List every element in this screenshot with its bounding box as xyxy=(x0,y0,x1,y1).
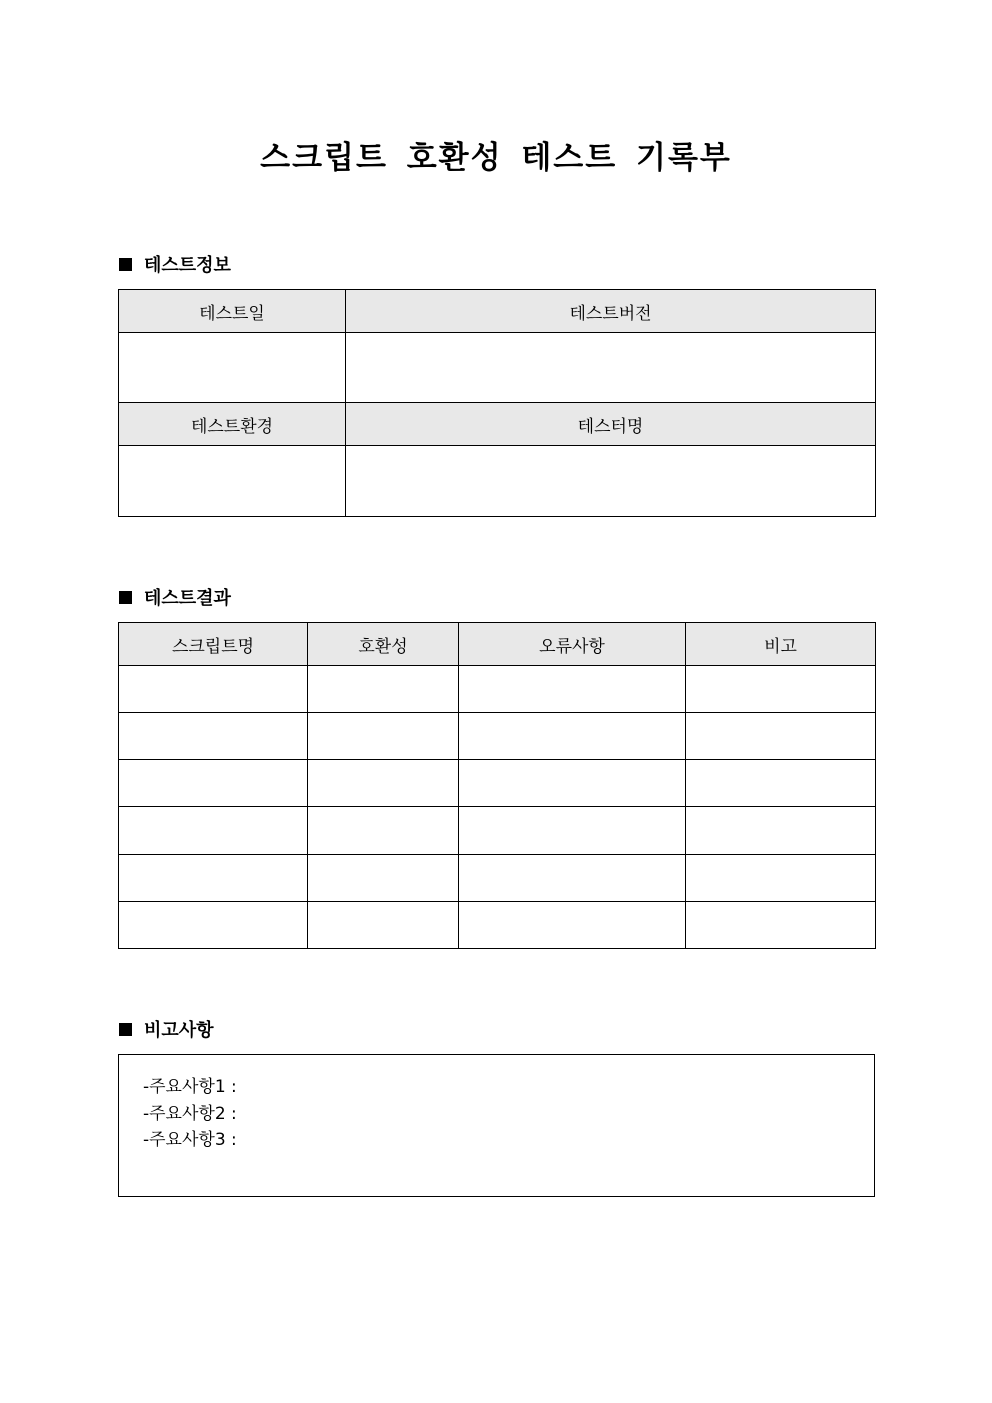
script-name-cell[interactable] xyxy=(119,807,308,855)
square-bullet-icon xyxy=(119,1023,132,1036)
square-bullet-icon xyxy=(119,258,132,271)
table-row xyxy=(119,446,876,517)
errors-cell[interactable] xyxy=(459,807,686,855)
test-environment-label: 테스트환경 xyxy=(119,403,346,446)
tester-name-field[interactable] xyxy=(346,446,876,517)
column-header-compatibility: 호환성 xyxy=(308,623,459,666)
script-name-cell[interactable] xyxy=(119,902,308,949)
square-bullet-icon xyxy=(119,591,132,604)
table-header-row xyxy=(119,290,876,333)
section-heading-label: 비고사항 xyxy=(144,1020,214,1041)
errors-cell[interactable] xyxy=(459,855,686,902)
remarks-cell[interactable] xyxy=(686,666,876,713)
remarks-cell[interactable] xyxy=(686,902,876,949)
table-row xyxy=(119,713,876,760)
table-row xyxy=(119,666,876,713)
table-row xyxy=(119,902,876,949)
compatibility-cell[interactable] xyxy=(308,666,459,713)
remarks-cell[interactable] xyxy=(686,807,876,855)
script-name-cell[interactable] xyxy=(119,855,308,902)
section-heading-notes xyxy=(119,1017,214,1041)
table-header-row xyxy=(119,623,876,666)
errors-cell[interactable] xyxy=(459,666,686,713)
compatibility-cell[interactable] xyxy=(308,713,459,760)
compatibility-cell[interactable] xyxy=(308,807,459,855)
table-row xyxy=(119,807,876,855)
errors-cell[interactable] xyxy=(459,760,686,807)
test-version-field[interactable] xyxy=(346,333,876,403)
column-header-remarks: 비고 xyxy=(686,623,876,666)
test-version-label: 테스트버전 xyxy=(346,290,876,333)
notes-list xyxy=(143,1074,237,1154)
remarks-cell[interactable] xyxy=(686,760,876,807)
section-heading-label: 테스트정보 xyxy=(144,255,231,276)
table-row xyxy=(119,760,876,807)
errors-cell[interactable] xyxy=(459,902,686,949)
compatibility-cell[interactable] xyxy=(308,760,459,807)
test-date-field[interactable] xyxy=(119,333,346,403)
section-heading-test-info xyxy=(119,252,231,276)
test-environment-field[interactable] xyxy=(119,446,346,517)
remarks-cell[interactable] xyxy=(686,713,876,760)
script-name-cell[interactable] xyxy=(119,760,308,807)
note-item: -주요사항2 : xyxy=(143,1103,237,1124)
table-header-row xyxy=(119,403,876,446)
script-name-cell[interactable] xyxy=(119,713,308,760)
compatibility-cell[interactable] xyxy=(308,855,459,902)
note-item: -주요사항1 : xyxy=(143,1077,237,1097)
tester-name-label: 테스터명 xyxy=(346,403,876,446)
remarks-cell[interactable] xyxy=(686,855,876,902)
script-name-cell[interactable] xyxy=(119,666,308,713)
section-heading-label: 테스트결과 xyxy=(144,588,231,609)
table-row xyxy=(119,333,876,403)
table-row xyxy=(119,855,876,902)
note-item: -주요사항3 : xyxy=(143,1130,237,1150)
section-heading-test-results xyxy=(119,585,231,609)
test-results-table xyxy=(118,622,876,949)
page-title: 스크립트 호환성 테스트 기록부 xyxy=(260,140,732,176)
compatibility-cell[interactable] xyxy=(308,902,459,949)
test-info-table xyxy=(118,289,876,517)
errors-cell[interactable] xyxy=(459,713,686,760)
test-date-label: 테스트일 xyxy=(119,290,346,333)
column-header-script-name: 스크립트명 xyxy=(119,623,308,666)
column-header-errors: 오류사항 xyxy=(459,623,686,666)
notes-box[interactable] xyxy=(118,1054,875,1197)
